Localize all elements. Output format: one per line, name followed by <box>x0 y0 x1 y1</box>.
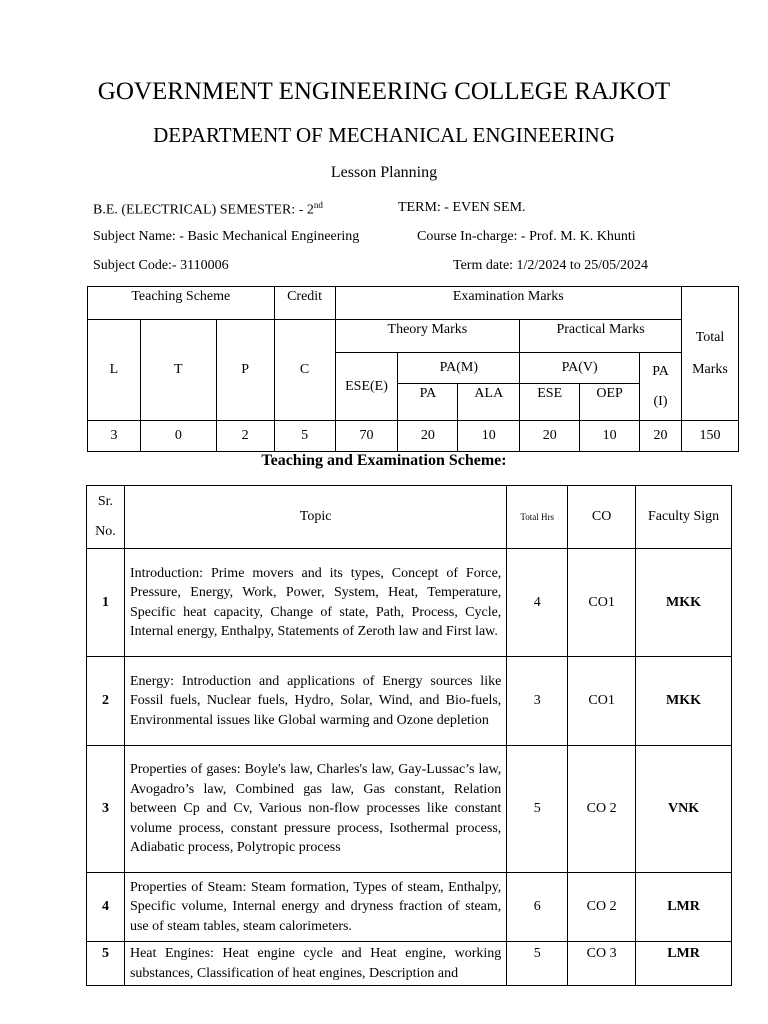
topic-text: Energy: Introduction and applications of Energy sources like Fossil fuels, Nuclear fuels, Hydro, Solar, Wind, and Bio-fuels, Environmental issues like Global warming and Ozone depletion <box>124 657 506 746</box>
topic-text: Introduction: Prime movers and its types, Concept of Force, Pressure, Energy, Work, Power, System, Heat, Temperature, Specific heat capacity, Change of state, Path, Process, Cycle, Internal energy, Enthalpy, Statements of Zeroth law and First law. <box>124 549 506 657</box>
table-row <box>87 942 732 986</box>
sr-no: 5 <box>87 942 125 986</box>
department-title: DEPARTMENT OF MECHANICAL ENGINEERING <box>153 123 615 147</box>
sr-no: 4 <box>87 873 125 942</box>
topic-header: Topic <box>124 486 506 549</box>
total-hrs: 4 <box>507 549 568 657</box>
scheme-table <box>87 286 739 452</box>
ala-header: ALA <box>458 384 520 421</box>
faculty-sign-header: Faculty Sign <box>636 486 732 549</box>
topic-text: Properties of gases: Boyle's law, Charles's law, Gay-Lussac’s law, Avogadro’s law, Combined gas law, Gas constant, Relation between Cp and Cv, Various non-flow processes like constant volume process, constant pressure process, Isothermal process, Adiabatic process, Polytropic process <box>124 746 506 873</box>
pa-i-header <box>640 353 682 421</box>
pa-i-line2: (I) <box>653 393 668 409</box>
value-oep: 10 <box>580 421 640 452</box>
sr-no: 1 <box>87 549 125 657</box>
co-value: CO 2 <box>568 873 636 942</box>
faculty-sign: LMR <box>636 873 732 942</box>
faculty-sign: MKK <box>636 657 732 746</box>
co-value: CO1 <box>568 657 636 746</box>
co-value: CO 2 <box>568 746 636 873</box>
total-marks-line1: Total <box>695 329 725 345</box>
sr-no: 2 <box>87 657 125 746</box>
value-ese-e: 70 <box>335 421 398 452</box>
term-date: Term date: 1/2/2024 to 25/05/2024 <box>453 258 648 273</box>
total-hrs: 5 <box>507 746 568 873</box>
ese-e-header: ESE(E) <box>335 353 398 421</box>
topics-table <box>86 485 732 986</box>
table-row <box>87 873 732 942</box>
sr-no-header <box>87 486 125 549</box>
co-value: CO 3 <box>568 942 636 986</box>
total-marks-header <box>681 287 738 421</box>
semester-superscript: nd <box>313 200 323 210</box>
semester-info <box>93 200 323 219</box>
theory-marks-header: Theory Marks <box>335 320 520 353</box>
college-title: GOVERNMENT ENGINEERING COLLEGE RAJKOT <box>97 78 671 105</box>
term-info: TERM: - EVEN SEM. <box>398 200 526 215</box>
sr-no-line2: No. <box>95 524 116 539</box>
faculty-sign: MKK <box>636 549 732 657</box>
exam-marks-header: Examination Marks <box>335 287 681 320</box>
faculty-sign: VNK <box>636 746 732 873</box>
total-marks-line2: Marks <box>692 361 728 377</box>
sr-no: 3 <box>87 746 125 873</box>
value-c: 5 <box>274 421 335 452</box>
pa-m-header: PA(M) <box>398 353 520 384</box>
sr-no-line1: Sr. <box>97 494 114 509</box>
topic-text: Heat Engines: Heat engine cycle and Heat engine, working substances, Classification of heat engines, Description and <box>124 942 506 986</box>
faculty-sign: LMR <box>636 942 732 986</box>
pa-v-header: PA(V) <box>520 353 640 384</box>
value-pa: 20 <box>398 421 458 452</box>
co-header: CO <box>568 486 636 549</box>
table-row <box>87 549 732 657</box>
document-title: Lesson Planning <box>330 164 438 181</box>
pa-i-line1: PA <box>652 363 669 379</box>
subject-name: Subject Name: - Basic Mechanical Engineering <box>93 229 360 244</box>
credit-header: Credit <box>274 287 335 320</box>
subject-code: Subject Code:- 3110006 <box>93 258 229 273</box>
practical-marks-header: Practical Marks <box>520 320 682 353</box>
value-pa-i: 20 <box>640 421 682 452</box>
value-total: 150 <box>681 421 738 452</box>
total-hrs: 5 <box>507 942 568 986</box>
total-hrs: 3 <box>507 657 568 746</box>
ese-header: ESE <box>520 384 580 421</box>
co-value: CO1 <box>568 549 636 657</box>
value-ese: 20 <box>520 421 580 452</box>
value-p: 2 <box>216 421 274 452</box>
section-title: Teaching and Examination Scheme: <box>261 452 507 469</box>
topic-text: Properties of Steam: Steam formation, Types of steam, Enthalpy, Specific volume, Internal energy and dryness fraction of steam, use of steam tables, steam calorimeters. <box>124 873 506 942</box>
semester-text: B.E. (ELECTRICAL) SEMESTER: - 2 <box>93 202 314 218</box>
p-header: P <box>216 320 274 421</box>
pa-header: PA <box>398 384 458 421</box>
teaching-scheme-header: Teaching Scheme <box>88 287 275 320</box>
l-header: L <box>88 320 141 421</box>
c-header: C <box>274 320 335 421</box>
value-l: 3 <box>88 421 141 452</box>
total-hrs: 6 <box>507 873 568 942</box>
table-row <box>87 746 732 873</box>
oep-header: OEP <box>580 384 640 421</box>
value-ala: 10 <box>458 421 520 452</box>
table-row <box>87 657 732 746</box>
t-header: T <box>140 320 216 421</box>
total-hrs-header: Total Hrs <box>507 486 568 549</box>
value-t: 0 <box>140 421 216 452</box>
course-incharge: Course In-charge: - Prof. M. K. Khunti <box>417 229 636 244</box>
